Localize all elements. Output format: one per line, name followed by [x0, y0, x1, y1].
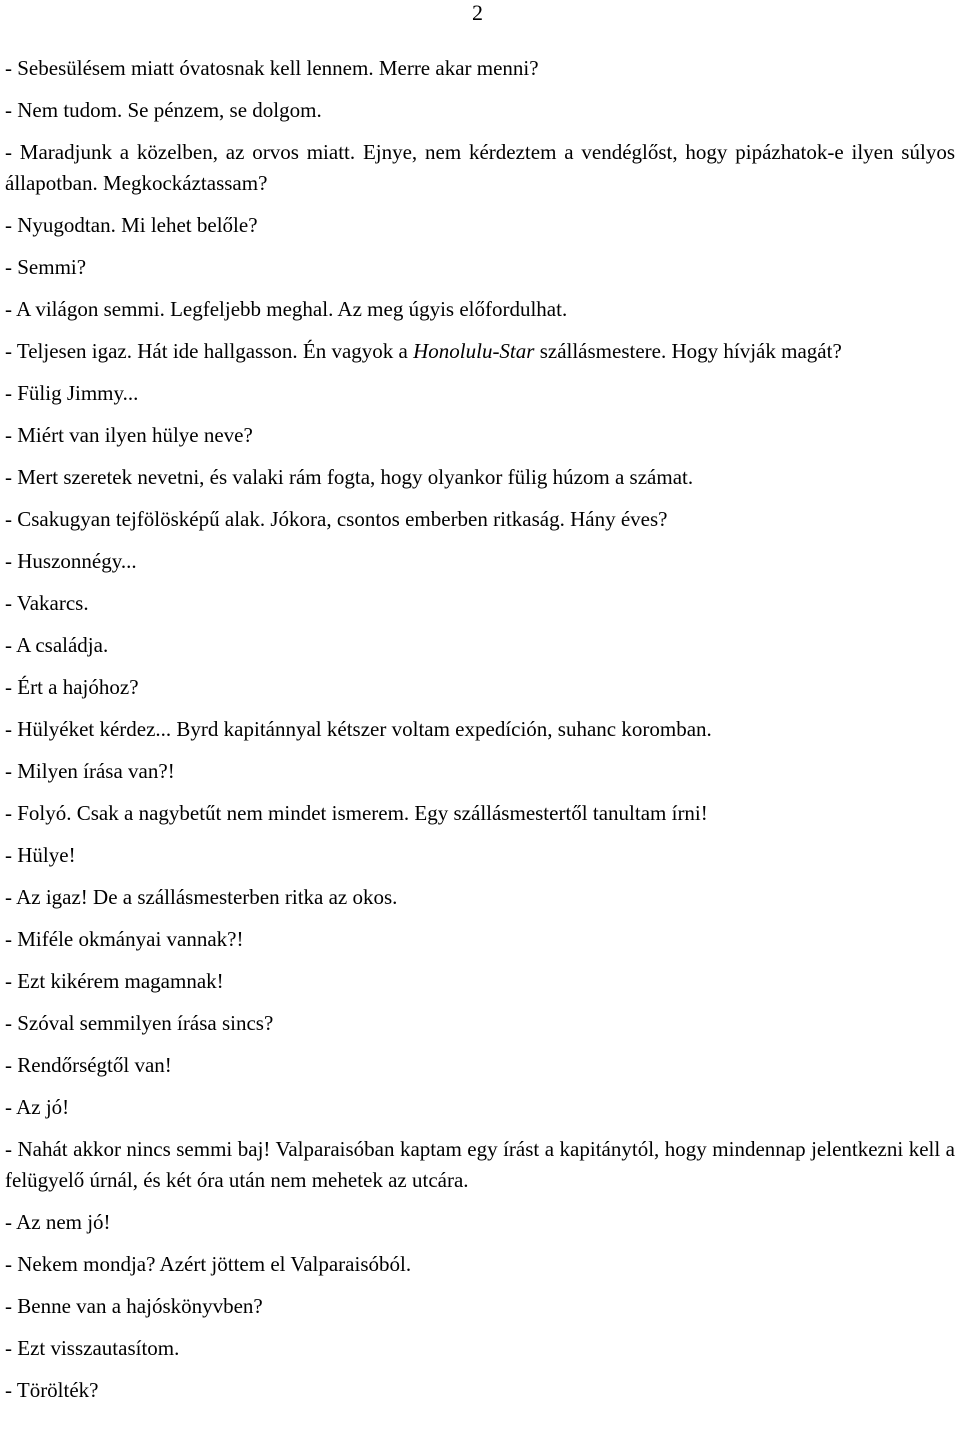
- dialogue-line-text: - Fülig Jimmy...: [5, 381, 139, 405]
- dialogue-line-text: - Hülyéket kérdez... Byrd kapitánnyal kétszer voltam expedíción, suhanc koromban.: [5, 717, 712, 741]
- dialogue-line: [5, 588, 955, 619]
- dialogue-line-text: - Nekem mondja? Azért jöttem el Valparaisóból.: [5, 1252, 412, 1276]
- dialogue-line: [5, 378, 955, 409]
- dialogue-line-text: - Csakugyan tejfölösképű alak. Jókora, csontos emberben ritkaság. Hány éves?: [5, 507, 668, 531]
- dialogue-line-text: - Semmi?: [5, 255, 87, 279]
- dialogue-line: [5, 1092, 955, 1123]
- dialogue-line-text: - Teljesen igaz. Hát ide hallgasson. Én vagyok a: [5, 339, 414, 363]
- dialogue-line-text: - A világon semmi. Legfeljebb meghal. Az meg úgyis előfordulhat.: [5, 297, 568, 321]
- dialogue-line-text: - Folyó. Csak a nagybetűt nem mindet ismerem. Egy szállásmestertől tanultam írni!: [5, 801, 708, 825]
- dialogue-line: [5, 882, 955, 913]
- dialogue-line-text: - Törölték?: [5, 1378, 99, 1402]
- dialogue-line-text: - Az nem jó!: [5, 1210, 111, 1234]
- dialogue-line: [5, 798, 955, 829]
- dialogue-line-text: - Nyugodtan. Mi lehet belőle?: [5, 213, 258, 237]
- dialogue-line-text: - Sebesülésem miatt óvatosnak kell lennem. Merre akar menni?: [5, 56, 539, 80]
- dialogue-line: [5, 1008, 955, 1039]
- dialogue-line-text: - Nahát akkor nincs semmi baj! Valparaisóban kaptam egy írást a kapitánytól, hogy mindennap jelentkezni kell a felügyelő úrnál, és két óra után nem mehetek az utcára.: [5, 1137, 955, 1192]
- dialogue-line: [5, 630, 955, 661]
- dialogue-line: [5, 714, 955, 745]
- dialogue-line: [5, 546, 955, 577]
- dialogue-line: [5, 1375, 955, 1406]
- dialogue-line: [5, 95, 955, 126]
- ship-name: Honolulu-Star: [413, 339, 535, 363]
- dialogue-line: [5, 504, 955, 535]
- dialogue-line-text: - Rendőrségtől van!: [5, 1053, 172, 1077]
- dialogue-line-text: - Nem tudom. Se pénzem, se dolgom.: [5, 98, 322, 122]
- dialogue-line-text: - A családja.: [5, 633, 109, 657]
- dialogue-line: [5, 294, 955, 325]
- dialogue-line: [5, 210, 955, 241]
- dialogue-line-text: - Maradjunk a közelben, az orvos miatt. Ejnye, nem kérdeztem a vendéglőst, hogy pipázhatok-e ilyen súlyos állapotban. Megkockáztassam?: [5, 140, 955, 195]
- dialogue-line-text: - Benne van a hajóskönyvben?: [5, 1294, 263, 1318]
- dialogue-line-text: - Ezt kikérem magamnak!: [5, 969, 224, 993]
- dialogue-line: [5, 1207, 955, 1238]
- dialogue-line: [5, 336, 955, 367]
- dialogue-line-continuation: szállásmestere. Hogy hívják magát?: [534, 339, 842, 363]
- dialogue-line-text: - Vakarcs.: [5, 591, 89, 615]
- dialogue-line: [5, 420, 955, 451]
- dialogue-line-text: - Hülye!: [5, 843, 76, 867]
- dialogue-line-text: - Szóval semmilyen írása sincs?: [5, 1011, 274, 1035]
- dialogue-line: [5, 252, 955, 283]
- dialogue-line: [5, 966, 955, 997]
- dialogue-line-text: - Mert szeretek nevetni, és valaki rám fogta, hogy olyankor fülig húzom a számat.: [5, 465, 694, 489]
- dialogue-line: [5, 1134, 955, 1196]
- dialogue-text: [5, 53, 955, 1406]
- page-number: 2: [472, 0, 483, 25]
- dialogue-line-text: - Ezt visszautasítom.: [5, 1336, 180, 1360]
- dialogue-line: [5, 1333, 955, 1364]
- dialogue-line: [5, 756, 955, 787]
- dialogue-line-text: - Milyen írása van?!: [5, 759, 175, 783]
- dialogue-line: [5, 924, 955, 955]
- dialogue-line-text: - Az igaz! De a szállásmesterben ritka az okos.: [5, 885, 398, 909]
- dialogue-line-text: - Miért van ilyen hülye neve?: [5, 423, 253, 447]
- dialogue-line: [5, 1291, 955, 1322]
- dialogue-line-text: - Az jó!: [5, 1095, 70, 1119]
- dialogue-line: [5, 1249, 955, 1280]
- dialogue-line: [5, 53, 955, 84]
- dialogue-line: [5, 1050, 955, 1081]
- dialogue-line-text: - Miféle okmányai vannak?!: [5, 927, 244, 951]
- dialogue-line: [5, 840, 955, 871]
- dialogue-line-text: - Ért a hajóhoz?: [5, 675, 139, 699]
- dialogue-line: [5, 462, 955, 493]
- dialogue-line-text: - Huszonnégy...: [5, 549, 137, 573]
- dialogue-line: [5, 137, 955, 199]
- dialogue-line: [5, 672, 955, 703]
